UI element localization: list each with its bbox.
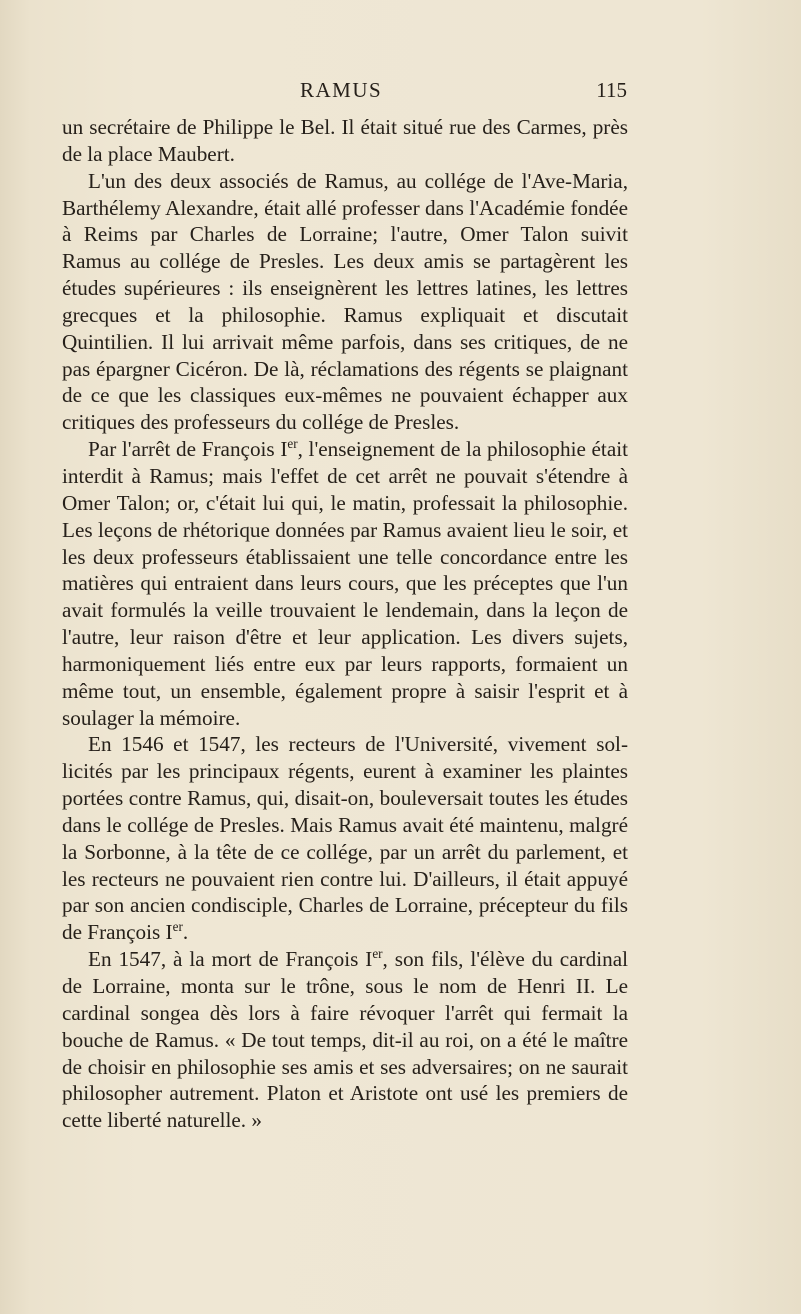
paragraph-text: Par l'arrêt de François I bbox=[88, 437, 288, 462]
page-header bbox=[62, 78, 627, 110]
paragraph-text: En 1547, à la mort de François I bbox=[88, 947, 373, 972]
paragraph bbox=[62, 168, 628, 436]
running-head: RAMUS bbox=[300, 78, 383, 102]
paragraph bbox=[62, 946, 628, 1134]
paragraph-text-continued: , l'enseignement de la philosophie était interdit à Ramus; mais l'effet de cet arrêt ne pouvait s'étendre à Omer Talon; or, c'était lui qui, le matin, professait la philosophie. Les leçons de rhétorique données par Ramus avaient lieu le soir, et les deux professeurs établissaient une telle concordance entre les matières qui entraient dans leurs cours, que les préceptes que l'un avait formulés la veille trouvaient le lendemain, dans la leçon de l'autre, leur raison d'être et leur application. Les divers sujets, harmoniquement liés entre eux par leurs rapports, formaient un même tout, un ensemble, également propre à saisir l'esprit et à soulager la mémoire. bbox=[62, 437, 629, 730]
paragraph-text-continued: . bbox=[182, 920, 189, 945]
paragraph-text: L'un des deux associés de Ramus, au collége de l'Ave-Maria, Barthélemy Alexandre, était allé professer dans l'Académie fondée à Reims par Charles de Lorraine; l'autre, Omer Talon suivit Ramus au collége de Presles. Les deux amis se partagèrent les études supérieures : ils enseignèrent les lettres latines, les lettres grecques et la philosophie. Ramus expliquait et discutait Quintilien. Il lui arrivait même parfois, dans ses critiques, de ne pas épargner Cicéron. De là, réclamations des régents se plaignant de ce que les classiques eux-mêmes ne pouvaient échapper aux critiques des professeurs du collége de Presles. bbox=[62, 168, 628, 435]
paragraph-text: En 1546 et 1547, les recteurs de l'Université, vivement sollicités par les principaux régents, eurent à examiner les plaintes portées contre Ramus, qui, disait-on, bouleversait toutes les études dans le collége de Presles. Mais Ramus avait été maintenu, malgré la Sorbonne, à la tête de ce collége, par un arrêt du parlement, et les recteurs ne pouvaient rien contre lui. D'ailleurs, il était appuyé par son ancien condisciple, Charles de Lorraine, précepteur du fils de François I bbox=[62, 732, 628, 945]
page-number: 115 bbox=[596, 78, 627, 102]
paragraph bbox=[62, 436, 628, 731]
ordinal-superscript: er bbox=[287, 436, 298, 452]
paragraph bbox=[62, 114, 628, 168]
body-text bbox=[62, 114, 628, 1134]
paragraph bbox=[62, 731, 628, 946]
paragraph-text: un secrétaire de Philippe le Bel. Il était situé rue des Carmes, près de la place Maubert. bbox=[62, 115, 628, 166]
paragraph-text-continued: , son fils, l'élève du cardinal de Lorraine, monta sur le trône, sous le nom de Henri II. Le cardinal songea dès lors à faire révoquer l'arrêt qui fermait la bouche de Ramus. « De tout temps, dit-il au roi, on a été le maître de choisir en philosophie ses amis et ses adversaires; on ne saurait philosopher autrement. Platon et Aristote ont usé les premiers de cette liberté naturelle. » bbox=[62, 947, 628, 1133]
ordinal-superscript: er bbox=[372, 946, 383, 962]
ordinal-superscript: er bbox=[172, 919, 183, 935]
